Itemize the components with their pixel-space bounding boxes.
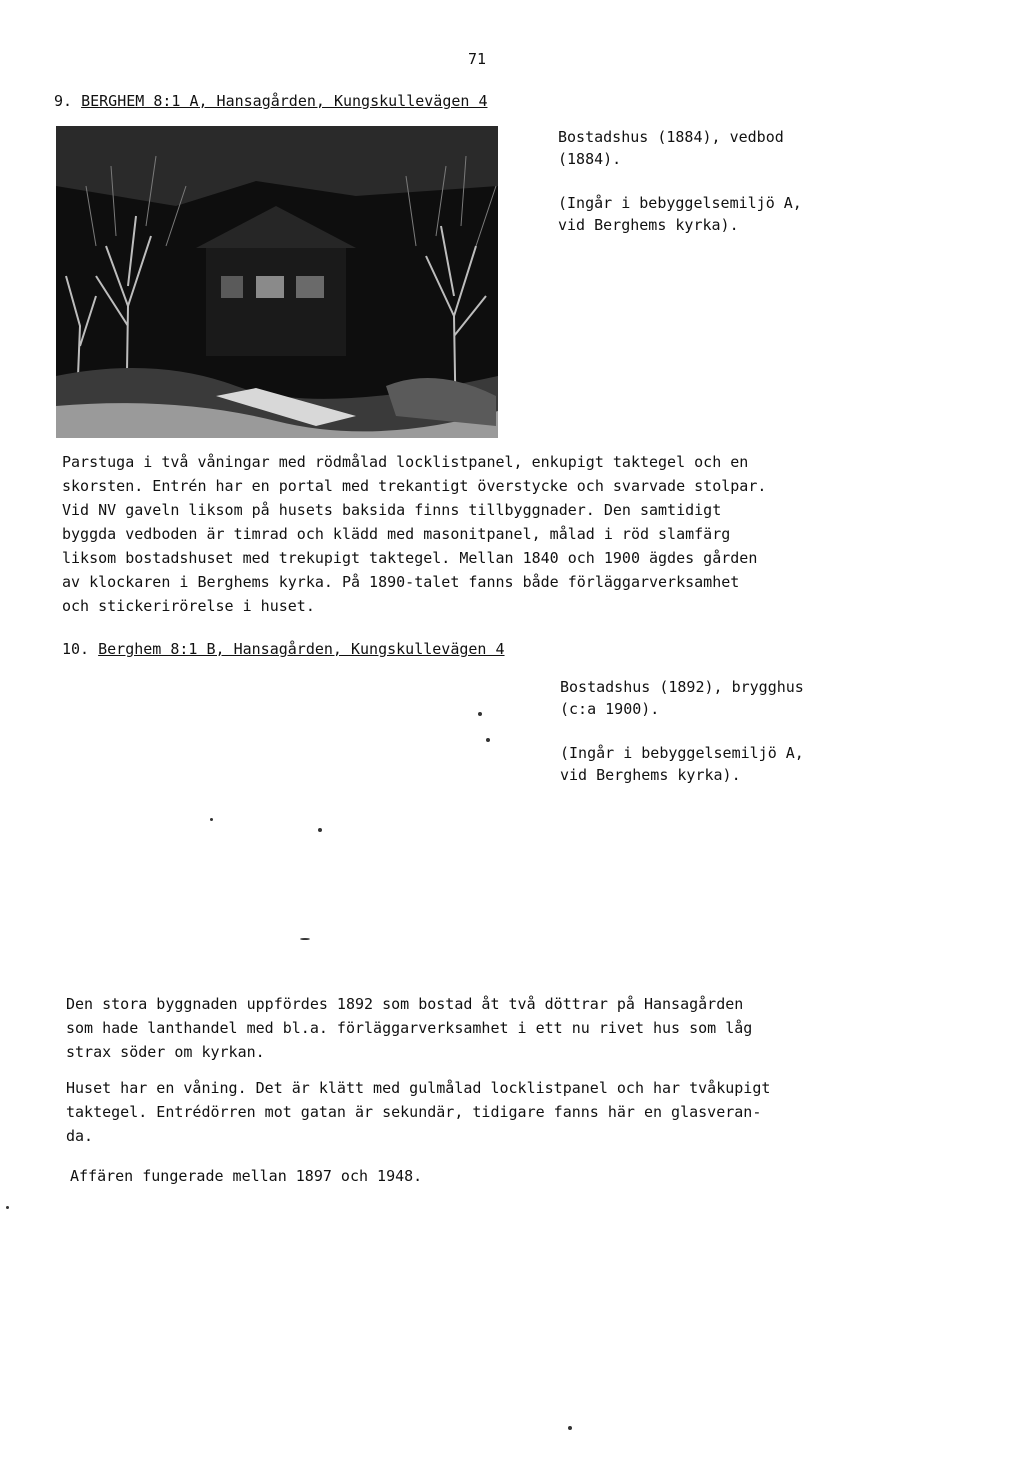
text-line: Affären fungerade mellan 1897 och 1948. (70, 1167, 423, 1185)
house-photo (56, 126, 498, 438)
section-10-heading (62, 640, 505, 658)
section-9-heading (54, 92, 487, 110)
side-line: Bostadshus (1884), vedbod (558, 128, 784, 146)
section-9-side-info (558, 126, 802, 236)
scan-speck (300, 938, 310, 940)
text-line: av klockaren i Berghems kyrka. På 1890-talet fanns både förläggarverksamhet (62, 573, 740, 591)
text-line: Vid NV gaveln liksom på husets baksida finns tillbyggnader. Den samtidigt (62, 501, 722, 519)
text-line: liksom bostadshuset med trekupigt taktegel. Mellan 1840 och 1900 ägdes gården (62, 549, 758, 567)
scan-speck (478, 712, 482, 716)
side-line: Bostadshus (1892), brygghus (560, 678, 804, 696)
section-10-number: 10. (62, 640, 90, 658)
text-line: skorsten. Entrén har en portal med trekantigt överstycke och svarvade stolpar. (62, 477, 767, 495)
section-10-side-info (560, 676, 804, 786)
scan-speck (486, 738, 490, 742)
scan-speck (318, 828, 322, 832)
section-10-paragraph-3 (70, 1164, 422, 1188)
scan-speck (568, 1426, 572, 1430)
section-10-paragraph-1 (66, 992, 752, 1064)
scan-speck (6, 1206, 9, 1209)
text-line: och stickerirörelse i huset. (62, 597, 315, 615)
side-line: vid Berghems kyrka). (558, 216, 739, 234)
text-line: Huset har en våning. Det är klätt med gulmålad locklistpanel och har tvåkupigt (66, 1079, 771, 1097)
section-9-description (62, 450, 766, 618)
text-line: byggda vedboden är timrad och klädd med masonitpanel, målad i röd slamfärg (62, 525, 731, 543)
side-line: vid Berghems kyrka). (560, 766, 741, 784)
section-10-title: Berghem 8:1 B, Hansagården, Kungskullevägen 4 (98, 640, 505, 658)
side-line: (Ingår i bebyggelsemiljö A, (558, 194, 802, 212)
text-line: Parstuga i två våningar med rödmålad locklistpanel, enkupigt taktegel och en (62, 453, 749, 471)
page-number: 71 (468, 50, 487, 68)
section-9-number: 9. (54, 92, 73, 110)
side-line: (c:a 1900). (560, 700, 660, 718)
scan-speck (210, 818, 213, 821)
text-line: da. (66, 1127, 94, 1145)
side-line (558, 170, 802, 192)
section-9-title: BERGHEM 8:1 A, Hansagården, Kungskullevägen 4 (81, 92, 488, 110)
section-10-paragraph-2 (66, 1076, 770, 1148)
side-line: (Ingår i bebyggelsemiljö A, (560, 744, 804, 762)
side-line (560, 720, 804, 742)
text-line: strax söder om kyrkan. (66, 1043, 265, 1061)
side-line: (1884). (558, 150, 622, 168)
text-line: taktegel. Entrédörren mot gatan är sekundär, tidigare fanns här en glasveran- (66, 1103, 762, 1121)
text-line: som hade lanthandel med bl.a. förläggarverksamhet i ett nu rivet hus som låg (66, 1019, 753, 1037)
text-line: Den stora byggnaden uppfördes 1892 som bostad åt två döttrar på Hansagården (66, 995, 744, 1013)
